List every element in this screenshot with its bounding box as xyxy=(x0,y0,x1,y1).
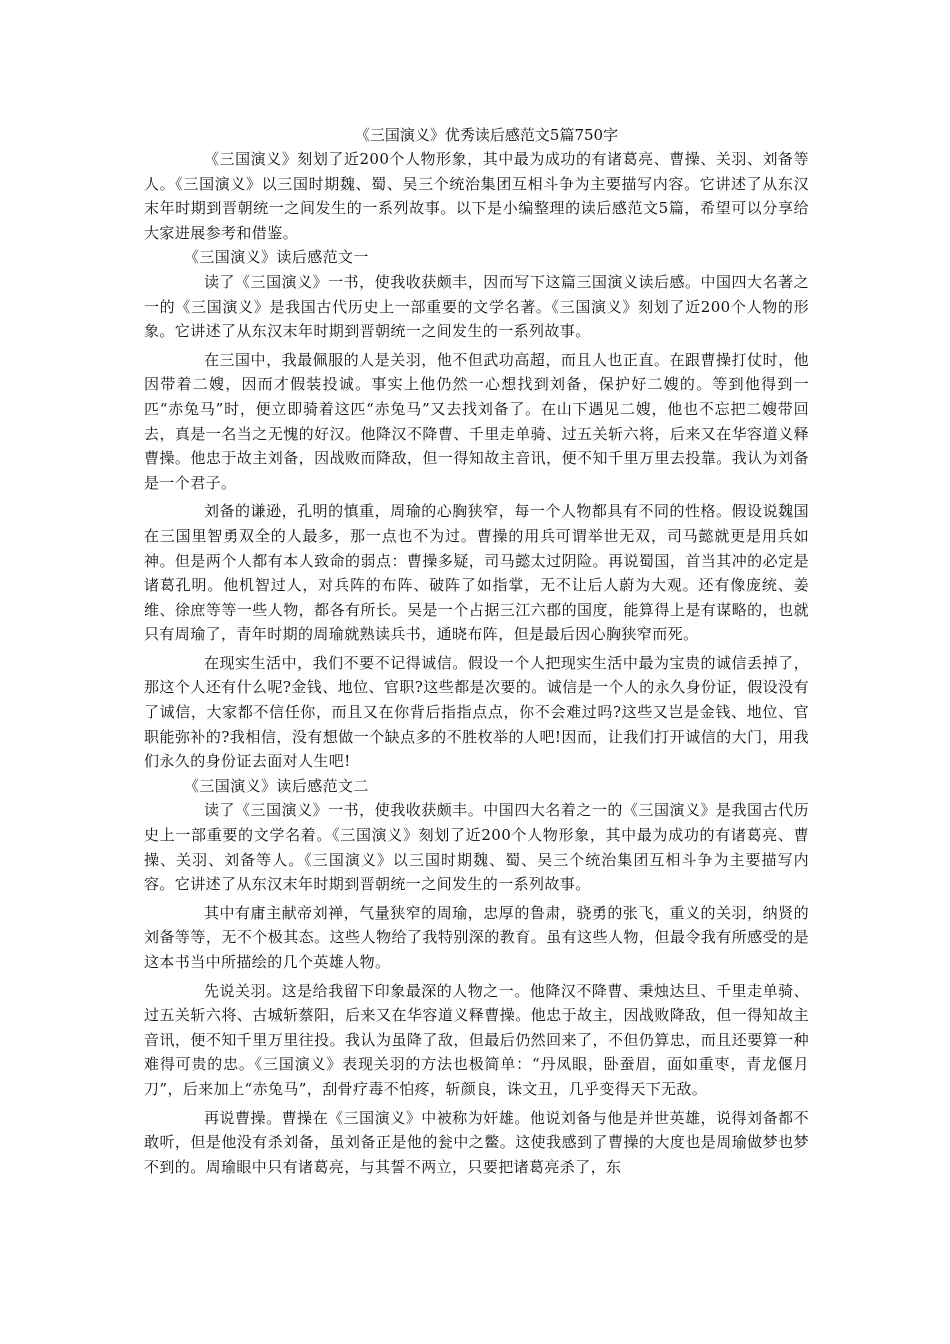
section1-paragraph: 读了《三国演义》一书，使我收获颇丰，因而写下这篇三国演义读后感。中国四大名著之一的《三国演义》是我国古代历史上一部重要的文学名著。《三国演义》刻划了近200个人物的形象。它讲述了从东汉末年时期到晋朝统一之间发生的一系列故事。 xyxy=(144,272,809,341)
section1-paragraph: 在现实生活中，我们不要不记得诚信。假设一个人把现实生活中最为宝贵的诚信丢掉了，那这个人还有什么呢?金钱、地位、官职?这些都是次要的。诚信是一个人的永久身份证，假设没有了诚信，大家都不信任你，而且又在你背后指指点点，你不会难过吗?这些又岂是金钱、地位、官职能弥补的?我相信，没有想做一个缺点多的不胜枚举的人吧!因而，让我们打开诚信的大门，用我们永久的身份证去面对人生吧! xyxy=(144,653,809,771)
section2-paragraph: 再说曹操。曹操在《三国演义》中被称为奸雄。他说刘备与他是并世英雄，说得刘备都不敢听，但是他没有杀刘备，虽刘备正是他的瓮中之鳖。这使我感到了曹操的大度也是周瑜做梦也梦不到的。周瑜眼中只有诸葛亮，与其誓不两立，只要把诸葛亮杀了，东 xyxy=(144,1108,809,1176)
section1-paragraph: 在三国中，我最佩服的人是关羽，他不但武功高超，而且人也正直。在跟曹操打仗时，他因带着二嫂，因而才假装投诚。事实上他仍然一心想找到刘备，保护好二嫂的。等到他得到一匹“赤兔马”时，便立即骑着这匹“赤兔马”又去找刘备了。在山下遇见二嫂，他也不忘把二嫂带回去，真是一名当之无愧的好汉。他降汉不降曹、千里走单骑、过五关斩六将，后来又在华容道义释曹操。他忠于故主刘备，因战败而降敌，但一得知故主音讯，便不知千里万里去投靠。我认为刘备是一个君子。 xyxy=(144,350,809,492)
section-heading-1: 《三国演义》读后感范文一 xyxy=(184,248,369,267)
intro-paragraph: 《三国演义》刻划了近200个人物形象，其中最为成功的有诸葛亮、曹操、关羽、刘备等人。《三国演义》以三国时期魏、蜀、吴三个统治集团互相斗争为主要描写内容。它讲述了从东汉末年时期到晋朝统一之间发生的一系列故事。以下是小编整理的读后感范文5篇，希望可以分享给大家进展参考和借鉴。 xyxy=(144,150,809,242)
section2-paragraph: 读了《三国演义》一书，使我收获颇丰。中国四大名着之一的《三国演义》是我国古代历史上一部重要的文学名着。《三国演义》刻划了近200个人物形象，其中最为成功的有诸葛亮、曹操、关羽、刘备等人。《三国演义》以三国时期魏、蜀、吴三个统治集团互相斗争为主要描写内容。它讲述了从东汉末年时期到晋朝统一之间发生的一系列故事。 xyxy=(144,801,809,894)
section1-paragraph: 刘备的谦逊，孔明的慎重，周瑜的心胸狭窄，每一个人物都具有不同的性格。假设说魏国在三国里智勇双全的人最多，那一点也不为过。曹操的用兵可谓举世无双，司马懿就更是用兵如神。但是两个人都有本人致命的弱点：曹操多疑，司马懿太过阴险。再说蜀国，首当其冲的必定是诸葛孔明。他机智过人，对兵阵的布阵、破阵了如指掌，无不让后人蔚为大观。还有像庞统、姜维、徐庶等等一些人物，都各有所长。吴是一个占据三江六郡的国度，能算得上是有谋略的，也就只有周瑜了，青年时期的周瑜就熟读兵书，通晓布阵，但是最后因心胸狭窄而死。 xyxy=(144,502,809,644)
section2-paragraph: 先说关羽。这是给我留下印象最深的人物之一。他降汉不降曹、秉烛达旦、千里走单骑、过五关斩六将、古城斩蔡阳，后来又在华容道义释曹操。他忠于故主，因战败降敌，但一得知故主音讯，便不知千里万里往投。我认为虽降了敌，但最后仍然回来了，不但仍算忠，而且还要算一种难得可贵的忠。《三国演义》表现关羽的方法也极简单：“丹凤眼，卧蚕眉，面如重枣，青龙偃月刀”，后来加上“赤兔马”，刮骨疗毒不怕疼，斩颜良，诛文丑，几乎变得天下无敌。 xyxy=(144,981,809,1098)
section-heading-2: 《三国演义》读后感范文二 xyxy=(184,776,369,795)
section2-paragraph: 其中有庸主献帝刘禅，气量狭窄的周瑜，忠厚的鲁肃，骁勇的张飞，重义的关羽，纳贤的刘备等等，无不个极其态。这些人物给了我特别深的教育。虽有这些人物，但最令我有所感受的是这本书当中所描绘的几个英雄人物。 xyxy=(144,903,809,971)
document-title: 《三国演义》优秀读后感范文5篇750字 xyxy=(354,126,619,144)
document-page xyxy=(144,124,809,1179)
